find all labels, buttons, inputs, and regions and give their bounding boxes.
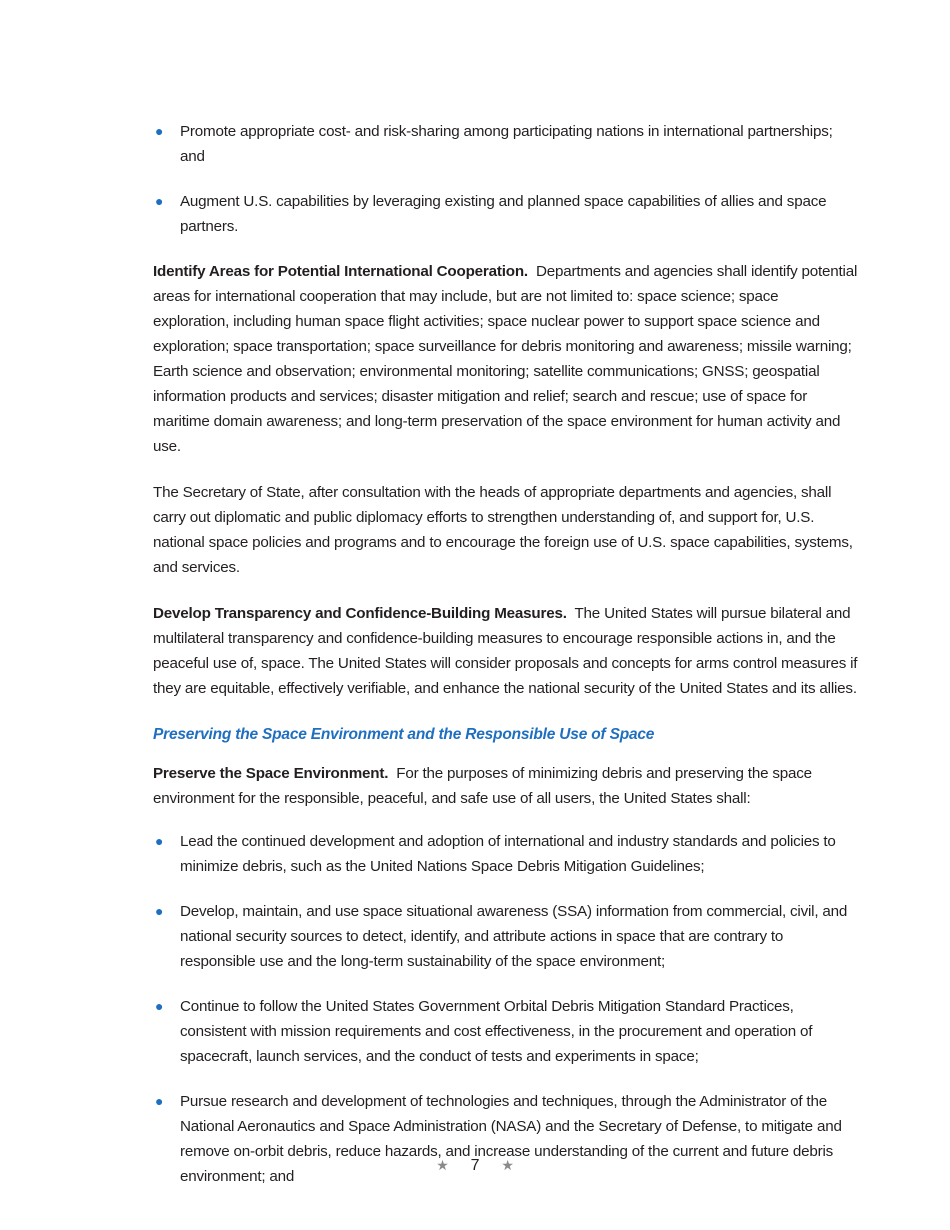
list-item-text: Augment U.S. capabilities by leveraging existing and planned space capabilities of allies and space partners. <box>180 193 827 235</box>
paragraph-preserve-environment <box>153 761 858 811</box>
list-item <box>153 189 858 239</box>
list-item-text: Promote appropriate cost- and risk-sharing among participating nations in international partnerships; and <box>180 123 833 165</box>
bullet-list-bottom <box>153 829 858 1189</box>
list-item-text: Pursue research and development of technologies and techniques, through the Administrator of the National Aeronautics and Space Administration (NASA) and the Secretary of Defense, to mitigate and remove on-orbit debris, reduce hazards, and increase understanding of the current and future debris environment; and <box>180 1093 842 1185</box>
star-icon: ★ <box>436 1157 449 1173</box>
list-item <box>153 994 858 1069</box>
star-icon: ★ <box>501 1157 514 1173</box>
paragraph-text: The United States will pursue bilateral and multilateral transparency and confidence-building measures to encourage responsible actions in, and the peaceful use of, space. The United States will consider proposals and concepts for arms control measures if they are equitable, effectively verifiable, and enhance the national security of the United States and its allies. <box>153 605 858 697</box>
list-item-text: Lead the continued development and adoption of international and industry standards and policies to minimize debris, such as the United Nations Space Debris Mitigation Guidelines; <box>180 833 836 875</box>
document-body <box>153 119 858 1209</box>
list-item-text: Develop, maintain, and use space situational awareness (SSA) information from commercial, civil, and national security sources to detect, identify, and attribute actions in space that are contrary to responsible use and the long-term sustainability of the space environment; <box>180 903 848 970</box>
bullet-icon: ● <box>155 123 164 139</box>
bullet-icon: ● <box>155 193 164 209</box>
section-heading: Preserving the Space Environment and the Responsible Use of Space <box>153 726 655 743</box>
page-number: 7 <box>470 1157 480 1174</box>
bullet-list-top <box>153 119 858 239</box>
paragraph-heading: Identify Areas for Potential International Cooperation. <box>153 263 528 280</box>
list-item <box>153 829 858 879</box>
bullet-icon: ● <box>155 903 164 919</box>
paragraph-international-cooperation <box>153 259 858 459</box>
paragraph-transparency <box>153 601 858 701</box>
paragraph-heading: Develop Transparency and Confidence-Building Measures. <box>153 605 567 622</box>
paragraph-text: For the purposes of minimizing debris and preserving the space environment for the responsible, peaceful, and safe use of all users, the United States shall: <box>153 765 812 807</box>
paragraph-secretary-of-state <box>153 480 858 580</box>
list-item <box>153 119 858 169</box>
bullet-icon: ● <box>155 833 164 849</box>
list-item-text: Continue to follow the United States Government Orbital Debris Mitigation Standard Practices, consistent with mission requirements and cost effectiveness, in the procurement and operation of spacecraft, launch services, and the conduct of tests and experiments in space; <box>180 998 813 1065</box>
page-footer <box>0 1153 950 1178</box>
bullet-icon: ● <box>155 1093 164 1109</box>
bullet-icon: ● <box>155 998 164 1014</box>
paragraph-heading: Preserve the Space Environment. <box>153 765 389 782</box>
paragraph-text: Departments and agencies shall identify potential areas for international cooperation that may include, but are not limited to: space science; space exploration, including human space flight activities; space nuclear power to support space science and exploration; space transportation; space surveillance for debris monitoring and awareness; missile warning; Earth science and observation; environmental monitoring; satellite communications; GNSS; geospatial information products and services; disaster mitigation and relief; search and rescue; use of space for maritime domain awareness; and long-term preservation of the space environment for human activity and use. <box>153 263 858 455</box>
list-item <box>153 899 858 974</box>
paragraph-text: The Secretary of State, after consultation with the heads of appropriate departments and agencies, shall carry out diplomatic and public diplomacy efforts to strengthen understanding of, and support for, U.S. national space policies and programs and to encourage the foreign use of U.S. space capabilities, systems, and services. <box>153 484 853 576</box>
